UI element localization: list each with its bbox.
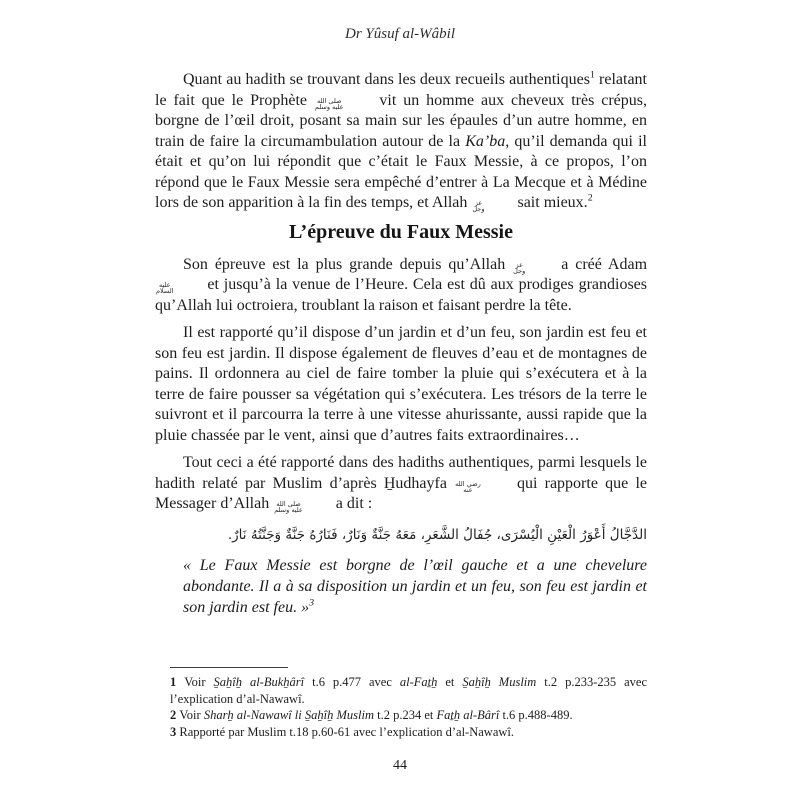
text-segment: t.6 p.477 avec [304,675,400,689]
arabic-hadith-text: الدَّجَّالُ أَعْوَرُ الْعَيْنِ الْيُسْرَى، جُفَالُ الشَّعَرِ، مَعَهُ جَنَّةٌ وَنَارٌ، فَنَارُهُ جَنَّةٌ وَجَنَّتُهُ نَارٌ. [227,526,647,543]
text-segment: S̱aẖîẖ al-Bukẖârî [213,675,305,689]
footnote-2 [170,707,647,724]
page-body [155,70,647,618]
running-header: Dr Yûsuf al-Wâbil [344,26,455,42]
text-segment: et [437,675,463,689]
text-segment: sait mieux. [513,194,588,211]
text-segment: Faṯẖ al-Bârî [436,708,500,722]
honorific-as: عليه السلام [156,281,174,295]
text-segment: vit un homme aux cheveux très crépus, borgne de l’œil droit, posant sa main sur les épaules d’un autre homme, en train de faire la circumambulation autour de la [155,91,648,150]
text-segment: « Le Faux Messie est borgne de l’œil gauche et a une chevelure abondante. Il a à sa disposition un jardin et un feu, son feu est jardin et son jardin est feu. » [183,556,647,616]
text-segment: 1 [170,675,185,689]
text-segment: t.2 p.233-235 avec l’explication d’al-Nawawî. [170,675,648,706]
text-segment: Ka’ba [465,132,506,150]
text-segment: 1 [589,69,595,81]
paragraph-garden-and-fire [155,323,647,446]
text-segment: Quant au hadith se trouvant dans les deux recueils authentiques [183,71,590,88]
text-segment: S̱aẖîẖ Muslim [462,675,537,689]
text-segment: t.2 p.234 et [373,708,437,722]
text-segment: relatant le fait que le Prophète [155,71,647,109]
text-segment: Son épreuve est la plus grande depuis qu’Allah [183,255,513,273]
paragraph-greatest-trial [155,255,647,317]
footnote-separator-rule [170,667,288,668]
text-segment: 2 [587,192,593,204]
text-segment: Voir [184,675,214,689]
text-segment: t.6 p.488-489. [499,708,573,722]
honorific-swt: عز وجل [513,260,526,275]
text-segment: 2 [170,708,180,722]
text-segment: et jusqu’à la venue de l’Heure. Cela est dû aux prodiges grandioses qu’Allah lui octroiera, troublant la raison et faisant perdre la tête. [155,276,647,314]
text-segment: Il est rapporté qu’il dispose d’un jardin et d’un feu, son jardin est feu et son feu est jardin. Il dispose également de fleuves d’eau et de montagnes de pains. Il ordonnera au ciel de faire tomber la pluie qui s’exécutera et à la terre de faire pousser sa végétation qui s’exécutera. Les trésors de la terre le suivront et il parcourra la terre à une vitesse ahurissante, aussi rapide que la pluie chassée par le vent, ainsi que d’autres faits extraordinaires… [155,324,647,444]
text-segment: qui rapporte que le Messager d’Allah [155,474,647,512]
page-number: 44 [393,758,407,773]
honorific-saws: صلى الله عليه وسلم [274,500,303,514]
paragraph-hadith-two-collections [155,70,647,214]
honorific-saws: صلى الله عليه وسلم [314,96,344,111]
text-segment: a créé Adam [554,255,648,273]
footnote-3 [170,724,647,741]
footnote-1 [170,674,647,707]
honorific-ra: رضي الله عنه [455,479,481,494]
text-segment: 3 [309,597,315,609]
text-segment: Sharẖ al-Nawawî li S̱aẖîẖ Muslim [203,708,374,722]
text-segment: 3 [170,724,180,739]
text-segment: a dit : [331,495,373,512]
hadith-translation-quote [183,555,647,618]
text-segment: Rapporté par Muslim t.18 p.60-61 avec l’explication d’al-Nawawî. [179,724,515,739]
paragraph-authentic-hadiths [155,453,647,515]
footnotes-section [170,667,647,740]
honorific-swt: عز وجل [472,199,485,213]
section-heading: L’épreuve du Faux Messie [289,220,513,243]
text-segment: Tout ceci a été rapporté dans des hadiths authentiques, parmi lesquels le hadith relaté par Muslim d’après H̱udhayfa [155,454,647,492]
text-segment: Voir [179,708,204,722]
text-segment: al-Faṯẖ [399,675,438,689]
text-segment: , qu’il demanda qui il était et qu’on lui répondit que c’était le Faux Messie, à ce propos, l’on répond que le Faux Messie sera empêché d’entrer à La Mecque et à Médine lors de son apparition à la fin des temps, et Allah [155,132,648,211]
